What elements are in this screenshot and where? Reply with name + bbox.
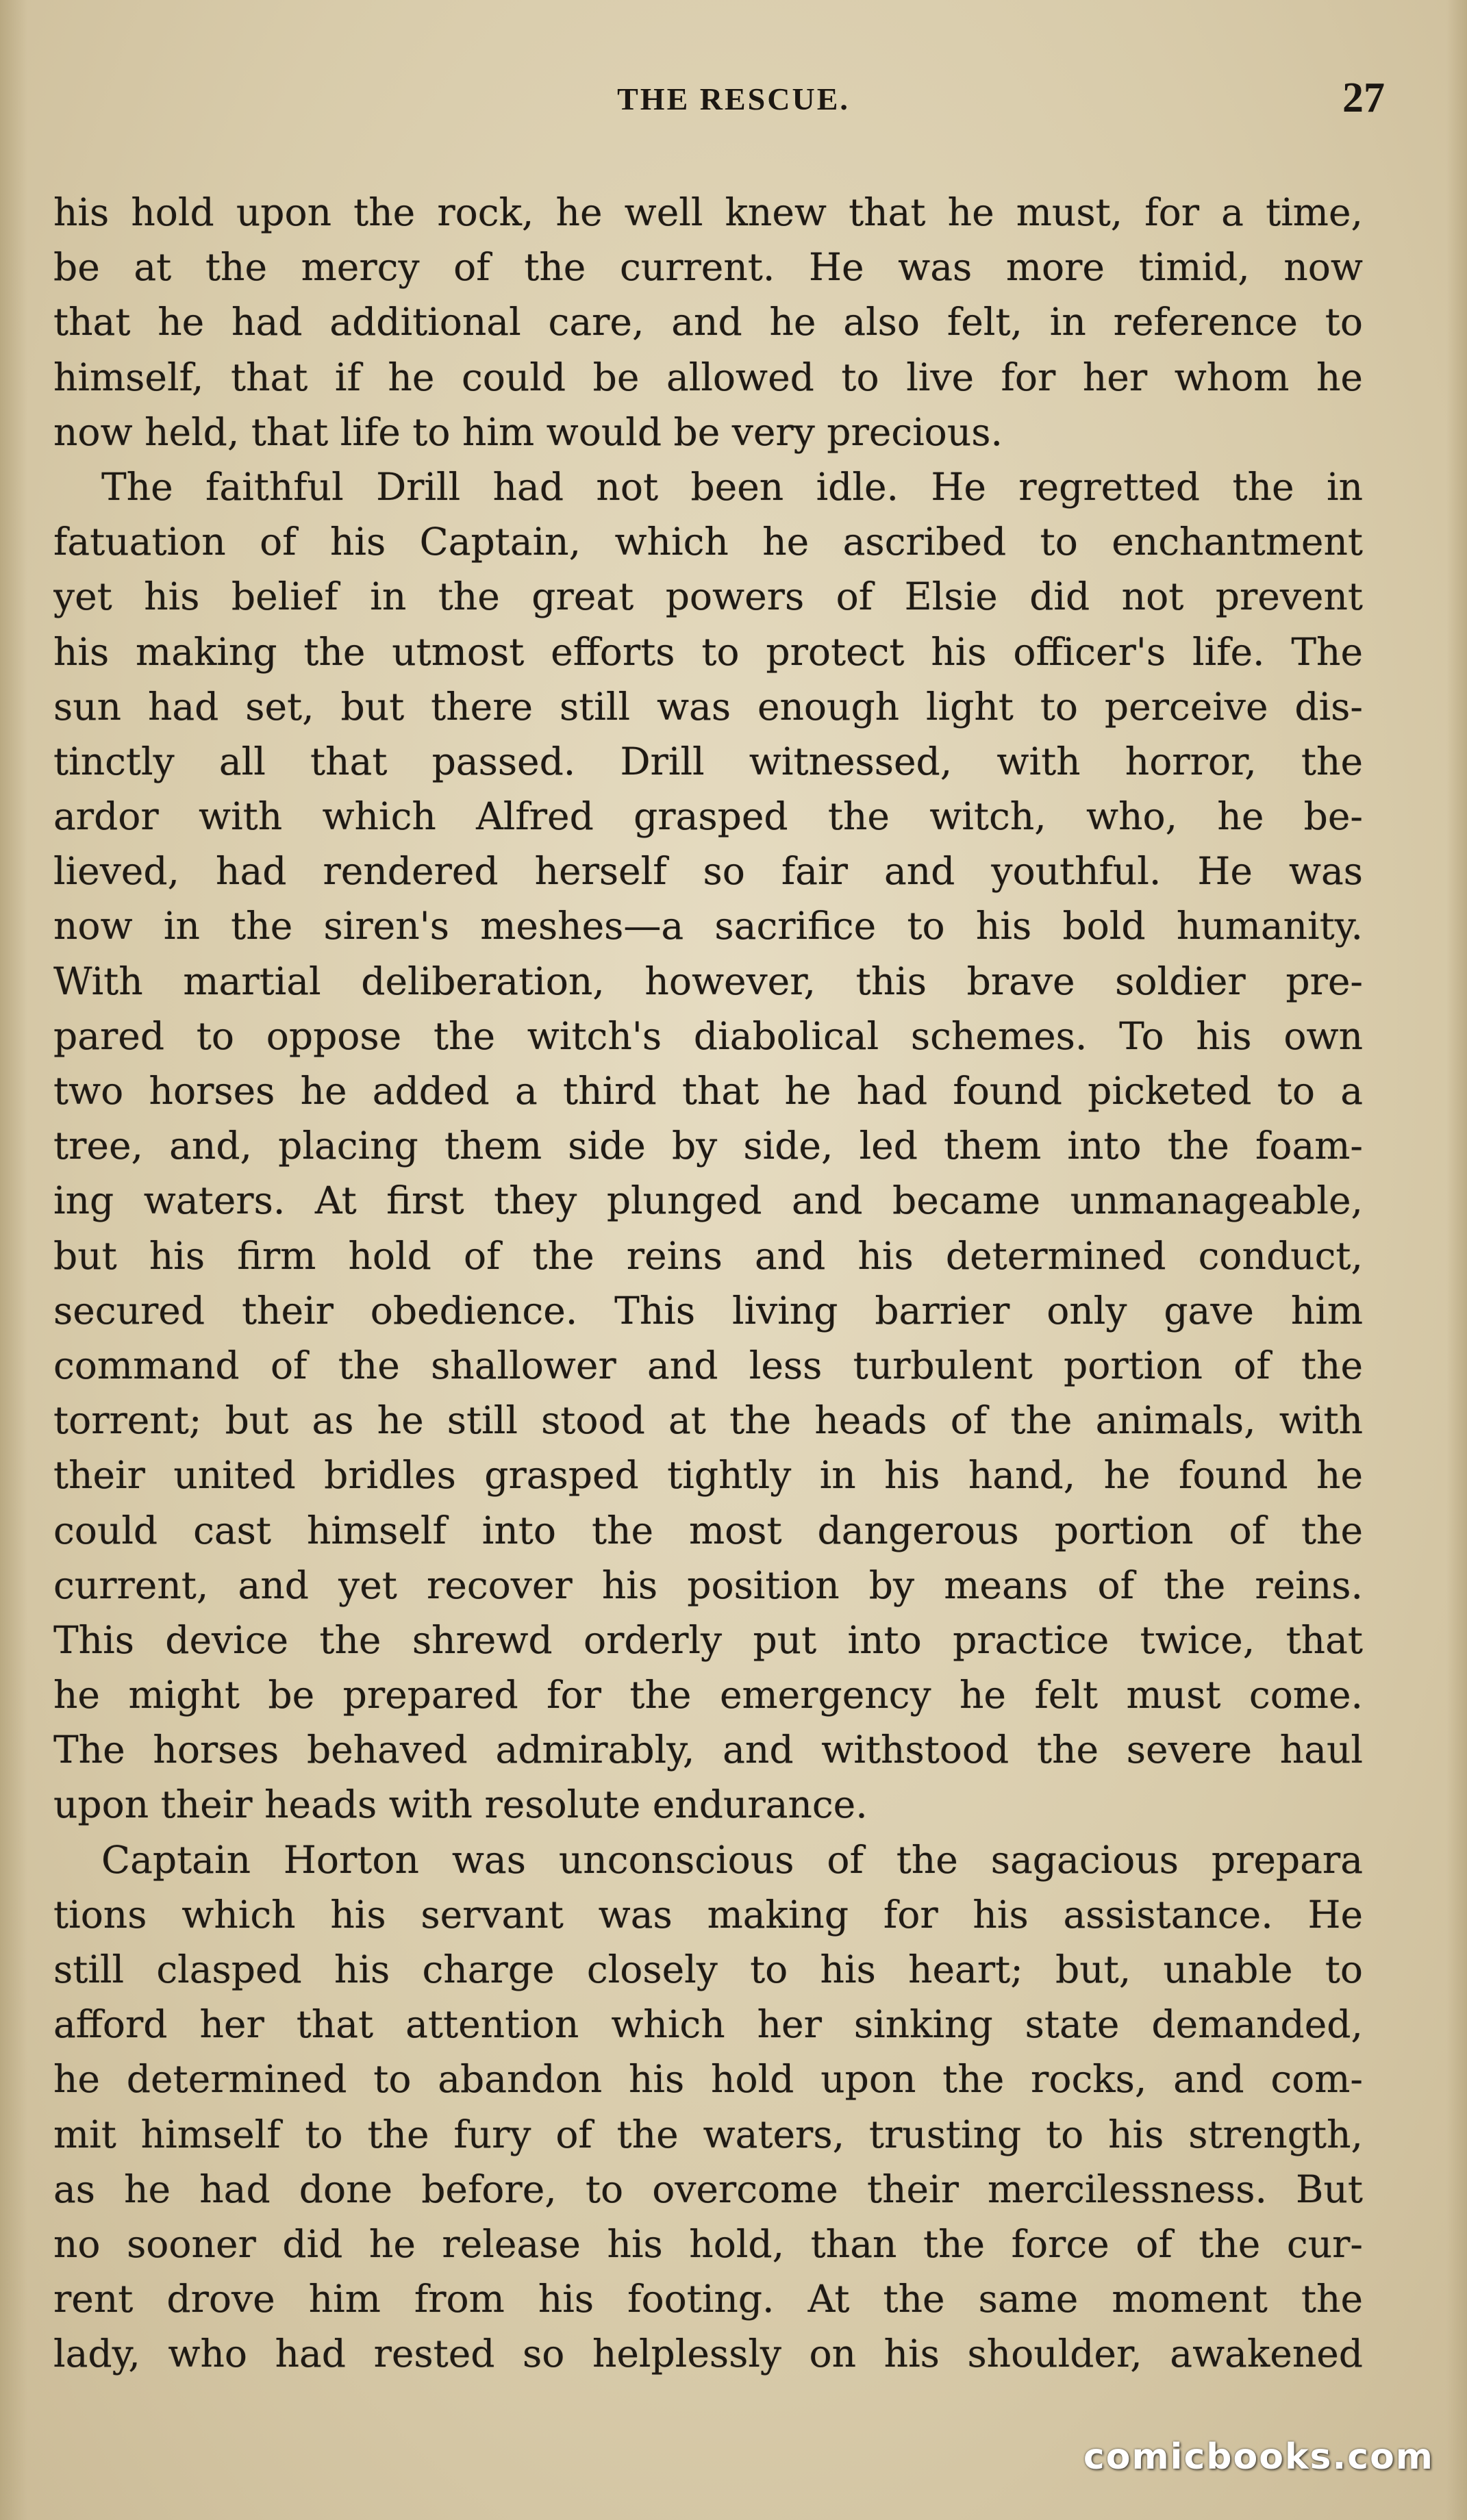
- text-line: that he had additional care, and he also felt, in reference to: [53, 300, 1363, 344]
- text-line: The horses behaved admirably, and withstood the severe haul: [53, 1728, 1363, 1772]
- text-line: afford her that attention which her sinking state demanded,: [53, 2002, 1363, 2047]
- text-line: as he had done before, to overcome their mercilessness. But: [53, 2167, 1363, 2211]
- text-line: fatuation of his Captain, which he ascribed to enchantment: [53, 520, 1363, 564]
- text-line: lieved, had rendered herself so fair and youthful. He was: [53, 849, 1363, 894]
- text-line: now held, that life to him would be very precious.: [53, 410, 1003, 454]
- text-line: current, and yet recover his position by means of the reins.: [53, 1563, 1363, 1607]
- body-text: [53, 185, 1363, 2382]
- text-line: pared to oppose the witch's diabolical schemes. To his own: [53, 1013, 1363, 1058]
- running-title: THE RESCUE.: [617, 81, 850, 116]
- text-line: two horses he added a third that he had found picketed to a: [53, 1069, 1363, 1113]
- text-line: yet his belief in the great powers of Elsie did not prevent: [53, 575, 1363, 619]
- text-line: be at the mercy of the current. He was more timid, now: [53, 245, 1363, 290]
- text-line: his making the utmost efforts to protect his officer's life. The: [53, 629, 1363, 674]
- text-line: tions which his servant was making for his assistance. He: [53, 1892, 1363, 1937]
- text-line: mit himself to the fury of the waters, trusting to his strength,: [53, 2112, 1363, 2156]
- text-line: lady, who had rested so helplessly on his shoulder, awakened: [53, 2332, 1363, 2376]
- text-line: Captain Horton was unconscious of the sagacious prepara: [101, 1837, 1363, 1882]
- text-line: himself, that if he could be allowed to live for her whom he: [53, 355, 1363, 399]
- text-line: could cast himself into the most dangerous portion of the: [53, 1508, 1363, 1552]
- text-line: secured their obedience. This living barrier only gave him: [53, 1288, 1363, 1333]
- text-line: torrent; but as he still stood at the heads of the animals, with: [53, 1398, 1363, 1443]
- text-line: now in the siren's meshes—a sacrifice to his bold humanity.: [53, 904, 1363, 948]
- text-line: With martial deliberation, however, this brave soldier pre-: [53, 959, 1363, 1003]
- text-line: but his firm hold of the reins and his determined conduct,: [53, 1233, 1363, 1278]
- page-header: [0, 75, 1467, 136]
- text-line: his hold upon the rock, he well knew that he must, for a time,: [53, 190, 1363, 234]
- text-line: tinctly all that passed. Drill witnessed, with horror, the: [53, 739, 1363, 783]
- watermark: comicbooks.com: [1083, 2436, 1434, 2478]
- text-line: command of the shallower and less turbulent portion of the: [53, 1343, 1363, 1387]
- text-line: ing waters. At first they plunged and became unmanageable,: [53, 1179, 1363, 1223]
- text-line: no sooner did he release his hold, than the force of the cur-: [53, 2221, 1363, 2266]
- text-line: tree, and, placing them side by side, led them into the foam-: [53, 1124, 1363, 1168]
- text-line: he might be prepared for the emergency he felt must come.: [53, 1673, 1363, 1717]
- text-line: ardor with which Alfred grasped the witch, who, he be-: [53, 794, 1363, 839]
- text-line: still clasped his charge closely to his heart; but, unable to: [53, 1948, 1363, 1991]
- text-line: The faithful Drill had not been idle. He regretted the in: [101, 464, 1363, 509]
- text-line: sun had set, but there still was enough light to perceive dis-: [53, 684, 1363, 729]
- text-line: upon their heads with resolute endurance.: [53, 1782, 868, 1827]
- text-line: rent drove him from his footing. At the same moment the: [53, 2277, 1363, 2321]
- text-line: he determined to abandon his hold upon the rocks, and com-: [53, 2057, 1363, 2102]
- text-line: This device the shrewd orderly put into practice twice, that: [53, 1617, 1363, 1662]
- text-line: their united bridles grasped tightly in his hand, he found he: [53, 1453, 1363, 1498]
- page-number: 27: [1342, 75, 1385, 121]
